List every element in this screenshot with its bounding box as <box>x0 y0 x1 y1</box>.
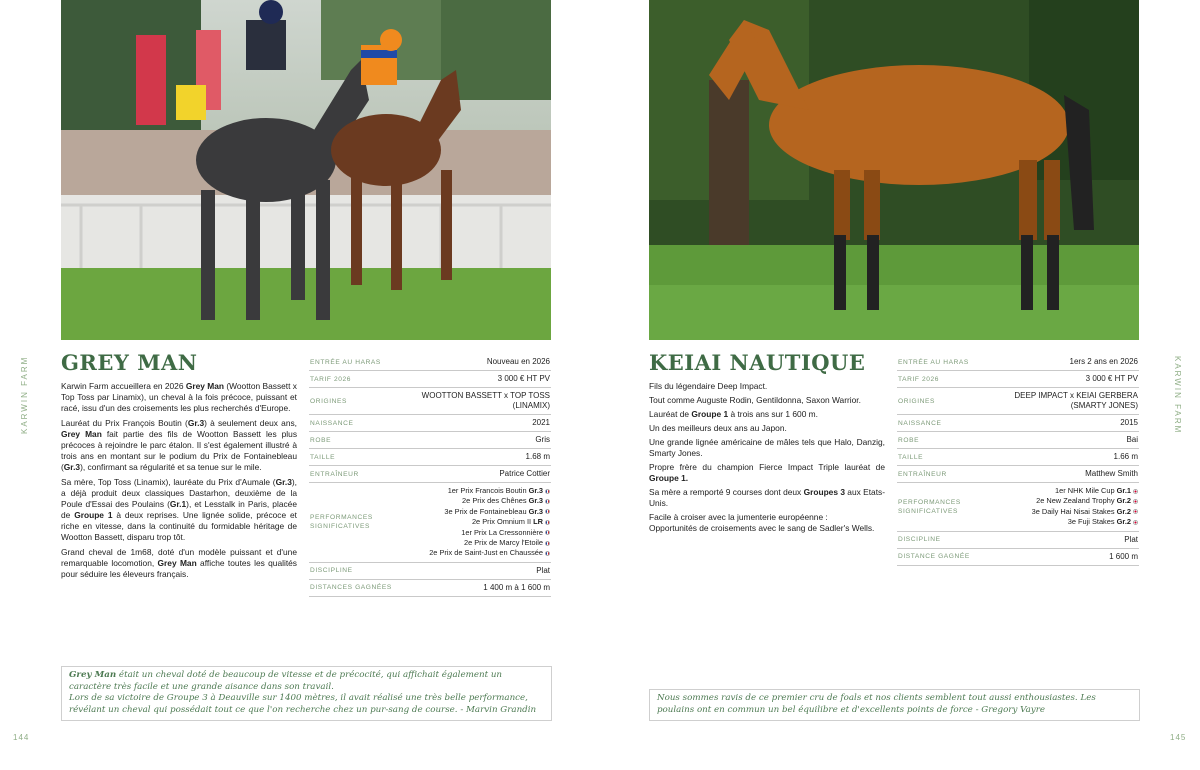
fact-row-distances <box>897 549 1139 566</box>
fact-row-tarif <box>897 371 1139 388</box>
fact-label: ROBE <box>898 436 920 444</box>
performance-race: 1er Prix La Cressonnière <box>461 527 543 537</box>
stallion-description <box>61 381 297 584</box>
description-paragraph: Un des meilleurs deux ans au Japon. <box>649 423 787 433</box>
fact-value: WOOTTON BASSETT x TOP TOSS (LINAMIX) <box>421 391 550 410</box>
performance-item <box>429 538 550 548</box>
stallion-description <box>649 381 885 537</box>
fact-value: Gris <box>535 435 550 444</box>
side-label: KARWIN FARM <box>20 355 29 435</box>
performance-grade: Gr.2 <box>1116 517 1131 527</box>
performance-grade: Gr.3 <box>528 496 543 506</box>
description-paragraph: Facile à croiser avec la jumenterie européenne : Opportunités de croisements avec le sang de Sadler's Wells. <box>649 512 875 533</box>
performance-grade: Gr.2 <box>1116 496 1131 506</box>
fact-label: DISTANCE GAGNÉE <box>898 553 970 561</box>
fact-label: TAILLE <box>310 453 336 461</box>
performance-item <box>1032 496 1138 506</box>
performance-race: 2e Prix de Saint-Just en Chaussée <box>429 548 543 558</box>
performance-race: 1er Prix Francois Boutin <box>447 486 529 495</box>
france-flag-icon <box>545 551 550 556</box>
description-paragraph: Une grande lignée américaine de mâles tels que Halo, Danzig, Smarty Jones. <box>649 437 885 458</box>
fact-value: 1 400 m à 1 600 m <box>483 582 550 592</box>
performance-grade: LR <box>533 517 543 527</box>
france-flag-icon <box>545 520 550 525</box>
fact-row-naissance <box>309 415 551 432</box>
description-paragraph: Grand cheval de 1m68, doté d'un modèle puissant et d'une remarquable locomotion, Grey Man affiche toutes les qualités pour séduire les éleveurs français. <box>61 547 297 579</box>
performance-item <box>429 548 550 558</box>
stallion-facts-table <box>309 354 551 597</box>
fact-value: Nouveau en 2026 <box>486 357 550 366</box>
performance-race: 2e Prix de Marcy l'Etoile <box>463 538 543 548</box>
quote-text: Lors de sa victoire de Groupe 3 à Deauville sur 1400 mètres, il avait réalisé une très belle performance, révélant un cheval qui possédait tout ce que l'on recherche chez un pur-sang de course. - <box>69 693 528 715</box>
fact-value: 1.66 m <box>1113 452 1138 461</box>
fact-value: DEEP IMPACT x KEIAI GERBERA (SMARTY JONES) <box>1014 391 1138 410</box>
fact-row-distances <box>309 580 551 597</box>
japan-flag-icon <box>1133 499 1138 504</box>
fact-row-performances <box>309 483 551 563</box>
performance-race: 2e New Zealand Trophy <box>1036 496 1117 506</box>
right-page <box>600 0 1200 770</box>
france-flag-icon <box>545 530 550 535</box>
fact-row-origines <box>309 388 551 415</box>
performance-list <box>1032 486 1138 528</box>
fact-row-taille <box>309 449 551 466</box>
fact-label: ORIGINES <box>898 397 936 405</box>
fact-row-taille <box>897 449 1139 466</box>
fact-value: 3 000 € HT PV <box>497 374 550 383</box>
quote-horse-name: Grey Man <box>69 670 117 680</box>
france-flag-icon <box>545 489 550 494</box>
fact-label: ENTRAÎNEUR <box>310 470 359 478</box>
stallion-title: GREY MAN <box>61 350 198 375</box>
fact-label: TARIF 2026 <box>898 375 940 383</box>
fact-label: ORIGINES <box>310 397 348 405</box>
japan-flag-icon <box>1133 509 1138 514</box>
fact-value: 3 000 € HT PV <box>1085 374 1138 383</box>
performance-grade: Gr.3 <box>528 486 543 495</box>
performance-race: 3e Daily Hai Nisai Stakes <box>1031 506 1117 516</box>
france-flag-icon <box>545 499 550 504</box>
fact-value: 2021 <box>532 418 550 427</box>
fact-label: ENTRAÎNEUR <box>898 470 947 478</box>
japan-flag-icon <box>1133 489 1138 494</box>
page-number: 145 <box>1170 733 1187 742</box>
fact-label: PERFORMANCES SIGNIFICATIVES <box>310 514 373 531</box>
fact-row-naissance <box>897 415 1139 432</box>
performance-item <box>429 496 550 506</box>
fact-label: DISTANCES GAGNÉES <box>310 584 392 592</box>
grey-man-race-photo <box>61 0 551 340</box>
performance-grade: Gr.2 <box>1116 506 1131 516</box>
performance-item <box>429 486 550 496</box>
fact-label: TAILLE <box>898 453 924 461</box>
fact-label: DISCIPLINE <box>310 567 353 575</box>
fact-row-entraineur <box>897 466 1139 483</box>
performance-race: 2e Prix Omnium II <box>471 517 534 527</box>
keiai-nautique-conformation-photo <box>649 0 1139 340</box>
fact-row-entree <box>309 354 551 371</box>
fact-value: 1.68 m <box>525 452 550 461</box>
fact-row-robe <box>309 432 551 449</box>
japan-flag-icon <box>1133 520 1138 525</box>
fact-value: 1ers 2 ans en 2026 <box>1069 357 1138 366</box>
quote-text: était un cheval doté de beaucoup de vitesse et de précocité, qui affichait également un caractère très facile et une grande aisance dans son travail. <box>69 670 503 692</box>
performance-item <box>429 507 550 517</box>
stallion-title: KEIAI NAUTIQUE <box>649 350 866 375</box>
fact-label: NAISSANCE <box>898 419 942 427</box>
quote-signature: Marvin Grandin <box>466 704 537 715</box>
fact-value: 2015 <box>1120 418 1138 427</box>
fact-value: Plat <box>1124 534 1138 544</box>
fact-row-entree <box>897 354 1139 371</box>
fact-row-robe <box>897 432 1139 449</box>
performance-race: 3e Prix de Fontainebleau <box>444 506 529 516</box>
description-paragraph: Fils du légendaire Deep Impact. <box>649 381 768 391</box>
performance-item <box>1032 507 1138 517</box>
performance-grade: Gr.3 <box>528 506 543 516</box>
fact-label: ENTRÉE AU HARAS <box>310 358 381 366</box>
performance-race: 3e Fuji Stakes <box>1067 517 1117 527</box>
stallion-facts-table <box>897 354 1139 566</box>
france-flag-icon <box>545 541 550 546</box>
testimonial-quote <box>61 666 552 721</box>
fact-value: Bai <box>1126 435 1138 444</box>
performance-item <box>429 517 550 527</box>
fact-label: ENTRÉE AU HARAS <box>898 358 969 366</box>
performance-race: 2e Prix des Chênes <box>462 496 529 506</box>
quote-signature: Gregory Vayre <box>981 704 1045 715</box>
fact-value: Plat <box>536 565 550 575</box>
performance-item <box>1032 486 1138 496</box>
fact-label: PERFORMANCES SIGNIFICATIVES <box>898 498 961 515</box>
description-paragraph: Lauréat du Prix François Boutin (Gr.3) à seulement deux ans, Grey Man fait partie des fils de Wootton Bassett les plus précoces à rejoindre le parc étalon. Il s'est également illustré à trois ans en montant sur le podium du Prix de Fontainebleau (Gr.3), confirmant sa régularité et sa tenue sur le mile. <box>61 418 298 472</box>
performance-race: 1er NHK Mile Cup <box>1055 486 1117 495</box>
description-paragraph: Propre frère du champion Fierce Impact Triple lauréat de Groupe 1. <box>649 462 885 483</box>
performance-item <box>1032 517 1138 527</box>
fact-row-performances <box>897 483 1139 532</box>
fact-label: DISCIPLINE <box>898 536 941 544</box>
performance-grade: Gr.1 <box>1116 486 1131 495</box>
fact-row-entraineur <box>309 466 551 483</box>
fact-row-origines <box>897 388 1139 415</box>
fact-label: ROBE <box>310 436 332 444</box>
quote-text: Nous sommes ravis de ce premier cru de foals et nos clients semblent tout aussi enthousiastes. Les poulains ont en commun un bel équilibre et d'excellents points de force - <box>657 693 1096 715</box>
fact-value: Patrice Cottier <box>499 469 550 478</box>
performance-item <box>429 528 550 538</box>
fact-row-tarif <box>309 371 551 388</box>
description-paragraph: Sa mère, Top Toss (Linamix), lauréate du Prix d'Aumale (Gr.3), a déjà produit deux classiques Dastarhon, deuxième de la Poule d'Essai des Poulains (Gr.1), et Lesstalk in Paris, placée de Groupe 1 à deux reprises. Une lignée solide, précoce et riche en vitesse, dans la continuité du formidable héritage de Wootton Bassett, disparu trop tôt. <box>61 477 297 542</box>
page-number: 144 <box>13 733 30 742</box>
fact-value: 1 600 m <box>1109 551 1138 561</box>
description-paragraph: Tout comme Auguste Rodin, Gentildonna, Saxon Warrior. <box>649 395 861 405</box>
side-label: KARWIN FARM <box>1173 355 1182 435</box>
fact-row-discipline <box>309 563 551 580</box>
description-paragraph: Sa mère a remporté 9 courses dont deux Groupes 3 aux Etats-Unis. <box>649 487 886 508</box>
description-paragraph: Lauréat de Groupe 1 à trois ans sur 1 600 m. <box>649 409 818 419</box>
description-paragraph: Karwin Farm accueillera en 2026 Grey Man (Wootton Bassett x Top Toss par Linamix), un cheval à la fois précoce, puissant et racé, issu d'un des croisements les plus recherchés d'Europe. <box>61 381 297 413</box>
fact-row-discipline <box>897 532 1139 549</box>
fact-label: TARIF 2026 <box>310 375 352 383</box>
fact-value: Matthew Smith <box>1085 469 1138 478</box>
france-flag-icon <box>545 509 550 514</box>
fact-label: NAISSANCE <box>310 419 354 427</box>
testimonial-quote <box>649 689 1140 721</box>
performance-list <box>429 486 550 559</box>
